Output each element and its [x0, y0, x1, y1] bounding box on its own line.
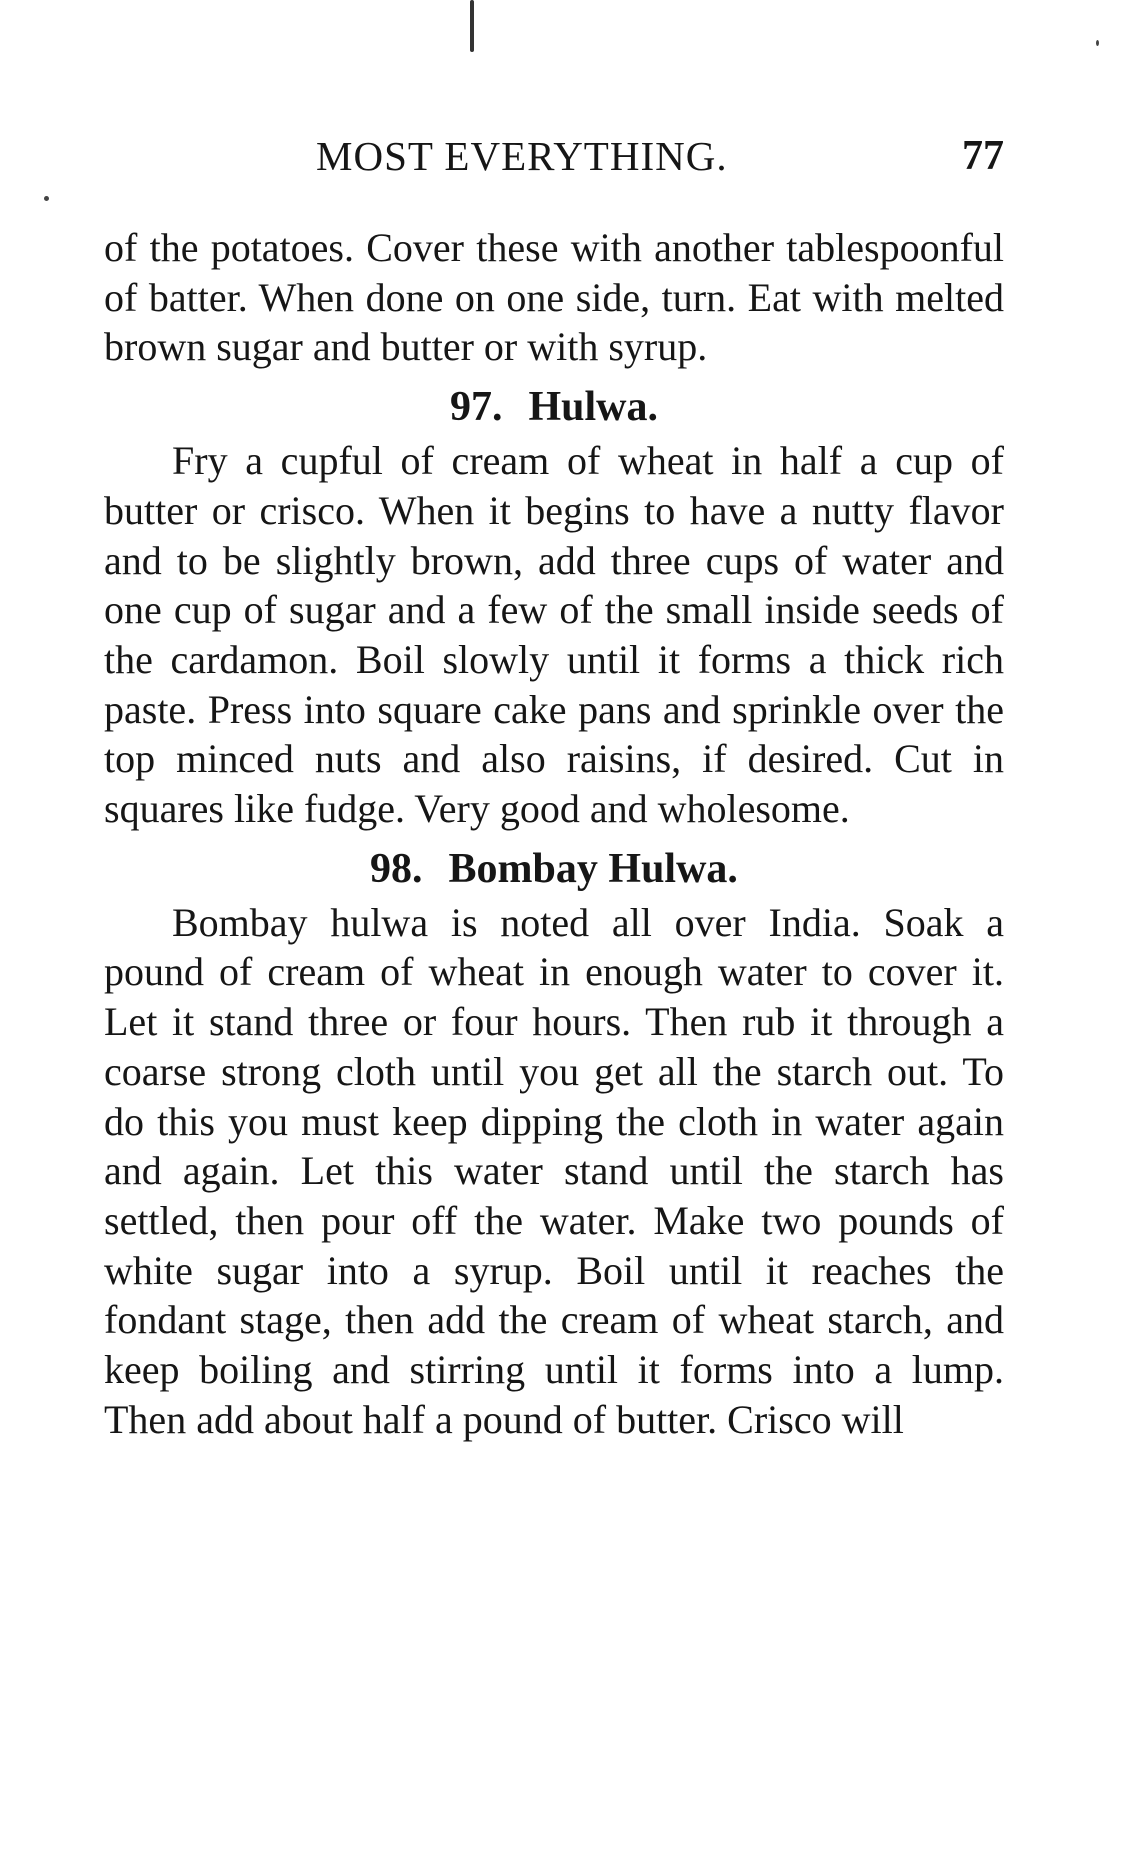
recipe-number: 98.	[370, 845, 423, 892]
recipe-number: 97.	[449, 384, 503, 431]
continuation-paragraph: of the potatoes. Cover these with another tablespoonful of batter. When done on one side, turn. Eat with melted brown sugar and butter or with syrup.	[104, 225, 1004, 370]
paper-speck	[1096, 40, 1099, 46]
page-body	[104, 223, 1004, 1444]
running-head: MOST EVERYTHING.	[316, 133, 728, 179]
page-number: 77	[962, 133, 1004, 179]
page-edge-mark	[470, 0, 474, 52]
recipe-paragraph: Bombay hulwa is noted all over India. Soak a pound of cream of wheat in enough water to cover it. Let it stand three or four hours. Then rub it through a coarse strong cloth until you get all the starch out. To do this you must keep dipping the cloth in water again and again. Let this water stand until the starch has settled, then pour off the water. Make two pounds of white sugar into a syrup. Boil until it reaches the fondant stage, then add the cream of wheat starch, and keep boiling and stirring until it forms into a lump. Then add about half a pound of butter. Crisco will	[104, 899, 1004, 1442]
recipe-heading	[104, 380, 1004, 436]
recipe-title: Bombay Hulwa.	[448, 845, 738, 892]
recipe-paragraph: Fry a cupful of cream of wheat in half a cup of butter or crisco. When it begins to have a nutty flavor and to be slightly brown, add three cups of water and one cup of sugar and a few of the small inside seeds of the cardamon. Boil slowly until it forms a thick rich paste. Press into square cake pans and sprinkle over the top minced nuts and also raisins, if desired. Cut in squares like fudge. Very good and wholesome.	[104, 438, 1004, 832]
page-header	[104, 132, 1004, 180]
paper-speck	[44, 196, 49, 201]
recipe-title: Hulwa.	[528, 384, 659, 431]
recipe-heading	[104, 842, 1004, 898]
